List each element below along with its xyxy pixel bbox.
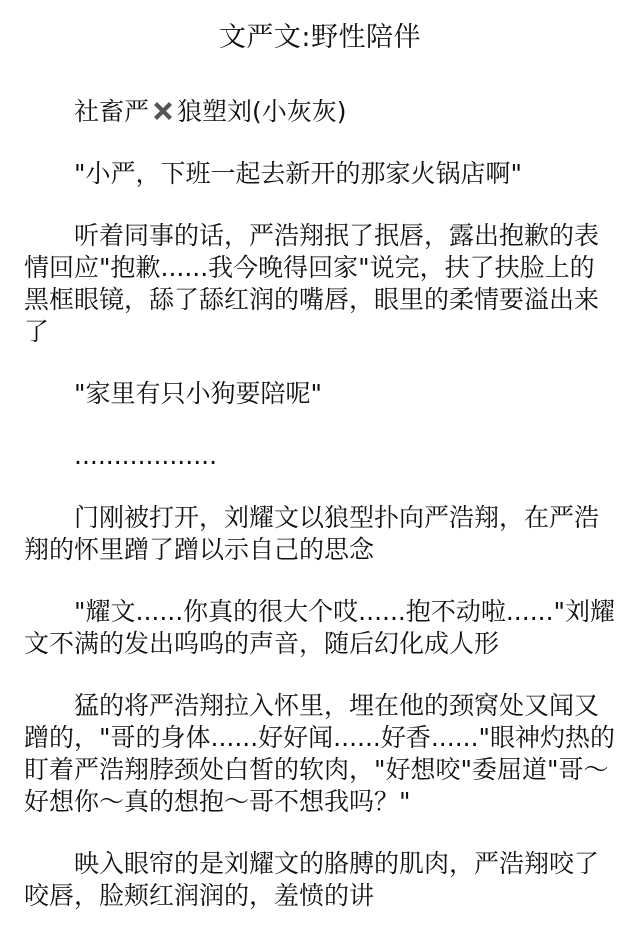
paragraph: 映入眼帘的是刘耀文的胳膊的肌肉，严浩翔咬了咬唇，脸颊红润润的，羞愤的讲 (24, 849, 600, 910)
paragraph: "家里有只小狗要陪呢" (74, 379, 322, 408)
pairing-right: 狼塑刘(小灰灰) (177, 97, 347, 126)
paragraph: 门刚被打开，刘耀文以狼型扑向严浩翔，在严浩翔的怀里蹭了蹭以示自己的思念 (24, 503, 600, 564)
pairing-left: 社畜严 (74, 97, 150, 126)
heavy-x-icon (150, 98, 176, 124)
pairing-line (24, 96, 616, 128)
paragraph: 猛的将严浩翔拉入怀里，埋在他的颈窝处又闻又蹭的，"哥的身体......好好闻......好香......"眼神灼热的盯着严浩翔脖颈处白皙的软肉，"好想咬"委屈道"哥～好想你～真的想抱～哥不想我吗？" (24, 691, 616, 816)
paragraph: "小严，下班一起去新开的那家火锅店啊" (74, 159, 522, 188)
paragraph: 听着同事的话，严浩翔抿了抿唇，露出抱歉的表情回应"抱歉......我今晚得回家"说完，扶了扶脸上的黑框眼镜，舔了舔红润的嘴唇，眼里的柔情要溢出来了 (24, 221, 600, 346)
document-body (24, 96, 616, 912)
paragraph: "耀文......你真的很大个哎......抱不动啦......"刘耀文不满的发出呜呜的声音，随后幻化成人形 (24, 597, 616, 658)
paragraph: .................. (74, 441, 218, 470)
document-title: 文严文:野性陪伴 (218, 22, 422, 53)
